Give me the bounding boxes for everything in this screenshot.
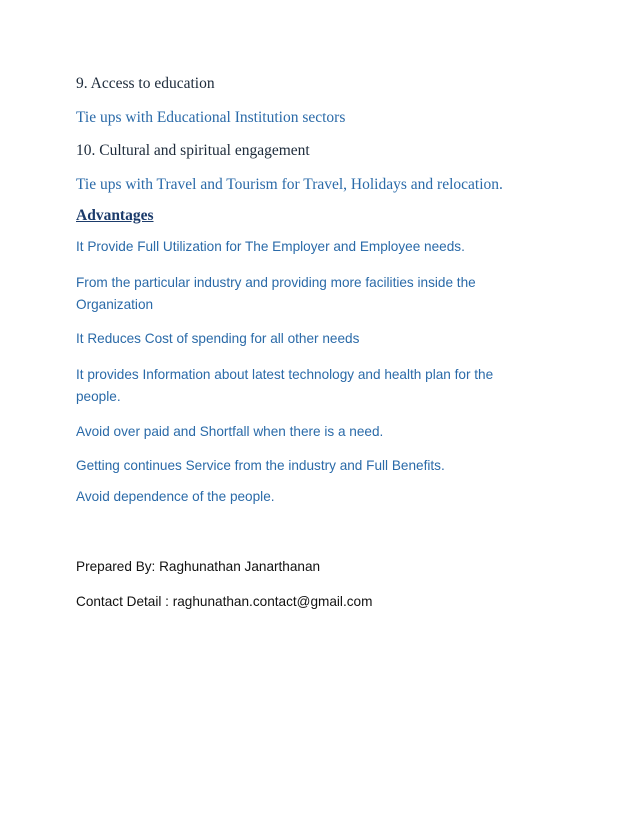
advantages-heading: Advantages [76, 207, 154, 224]
advantage-line: people. [76, 389, 121, 404]
item-9-description: Tie ups with Educational Institution sectors [76, 109, 346, 126]
advantage-line: Avoid over paid and Shortfall when there is a need. [76, 424, 384, 439]
advantage-line: Getting continues Service from the industry and Full Benefits. [76, 458, 445, 473]
advantage-line: Avoid dependence of the people. [76, 489, 275, 504]
advantage-line: It provides Information about latest technology and health plan for the [76, 367, 494, 382]
advantage-line: It Provide Full Utilization for The Employer and Employee needs. [76, 239, 465, 254]
contact-detail: Contact Detail : raghunathan.contact@gmail.com [76, 594, 373, 609]
item-10-title: 10. Cultural and spiritual engagement [76, 142, 310, 159]
item-9-title: 9. Access to education [76, 75, 215, 92]
advantage-line: Organization [76, 297, 154, 312]
prepared-by: Prepared By: Raghunathan Janarthanan [76, 559, 321, 574]
item-10-description: Tie ups with Travel and Tourism for Travel, Holidays and relocation. [76, 176, 503, 193]
advantage-line: It Reduces Cost of spending for all other needs [76, 331, 360, 346]
advantage-line: From the particular industry and providing more facilities inside the [76, 275, 476, 290]
